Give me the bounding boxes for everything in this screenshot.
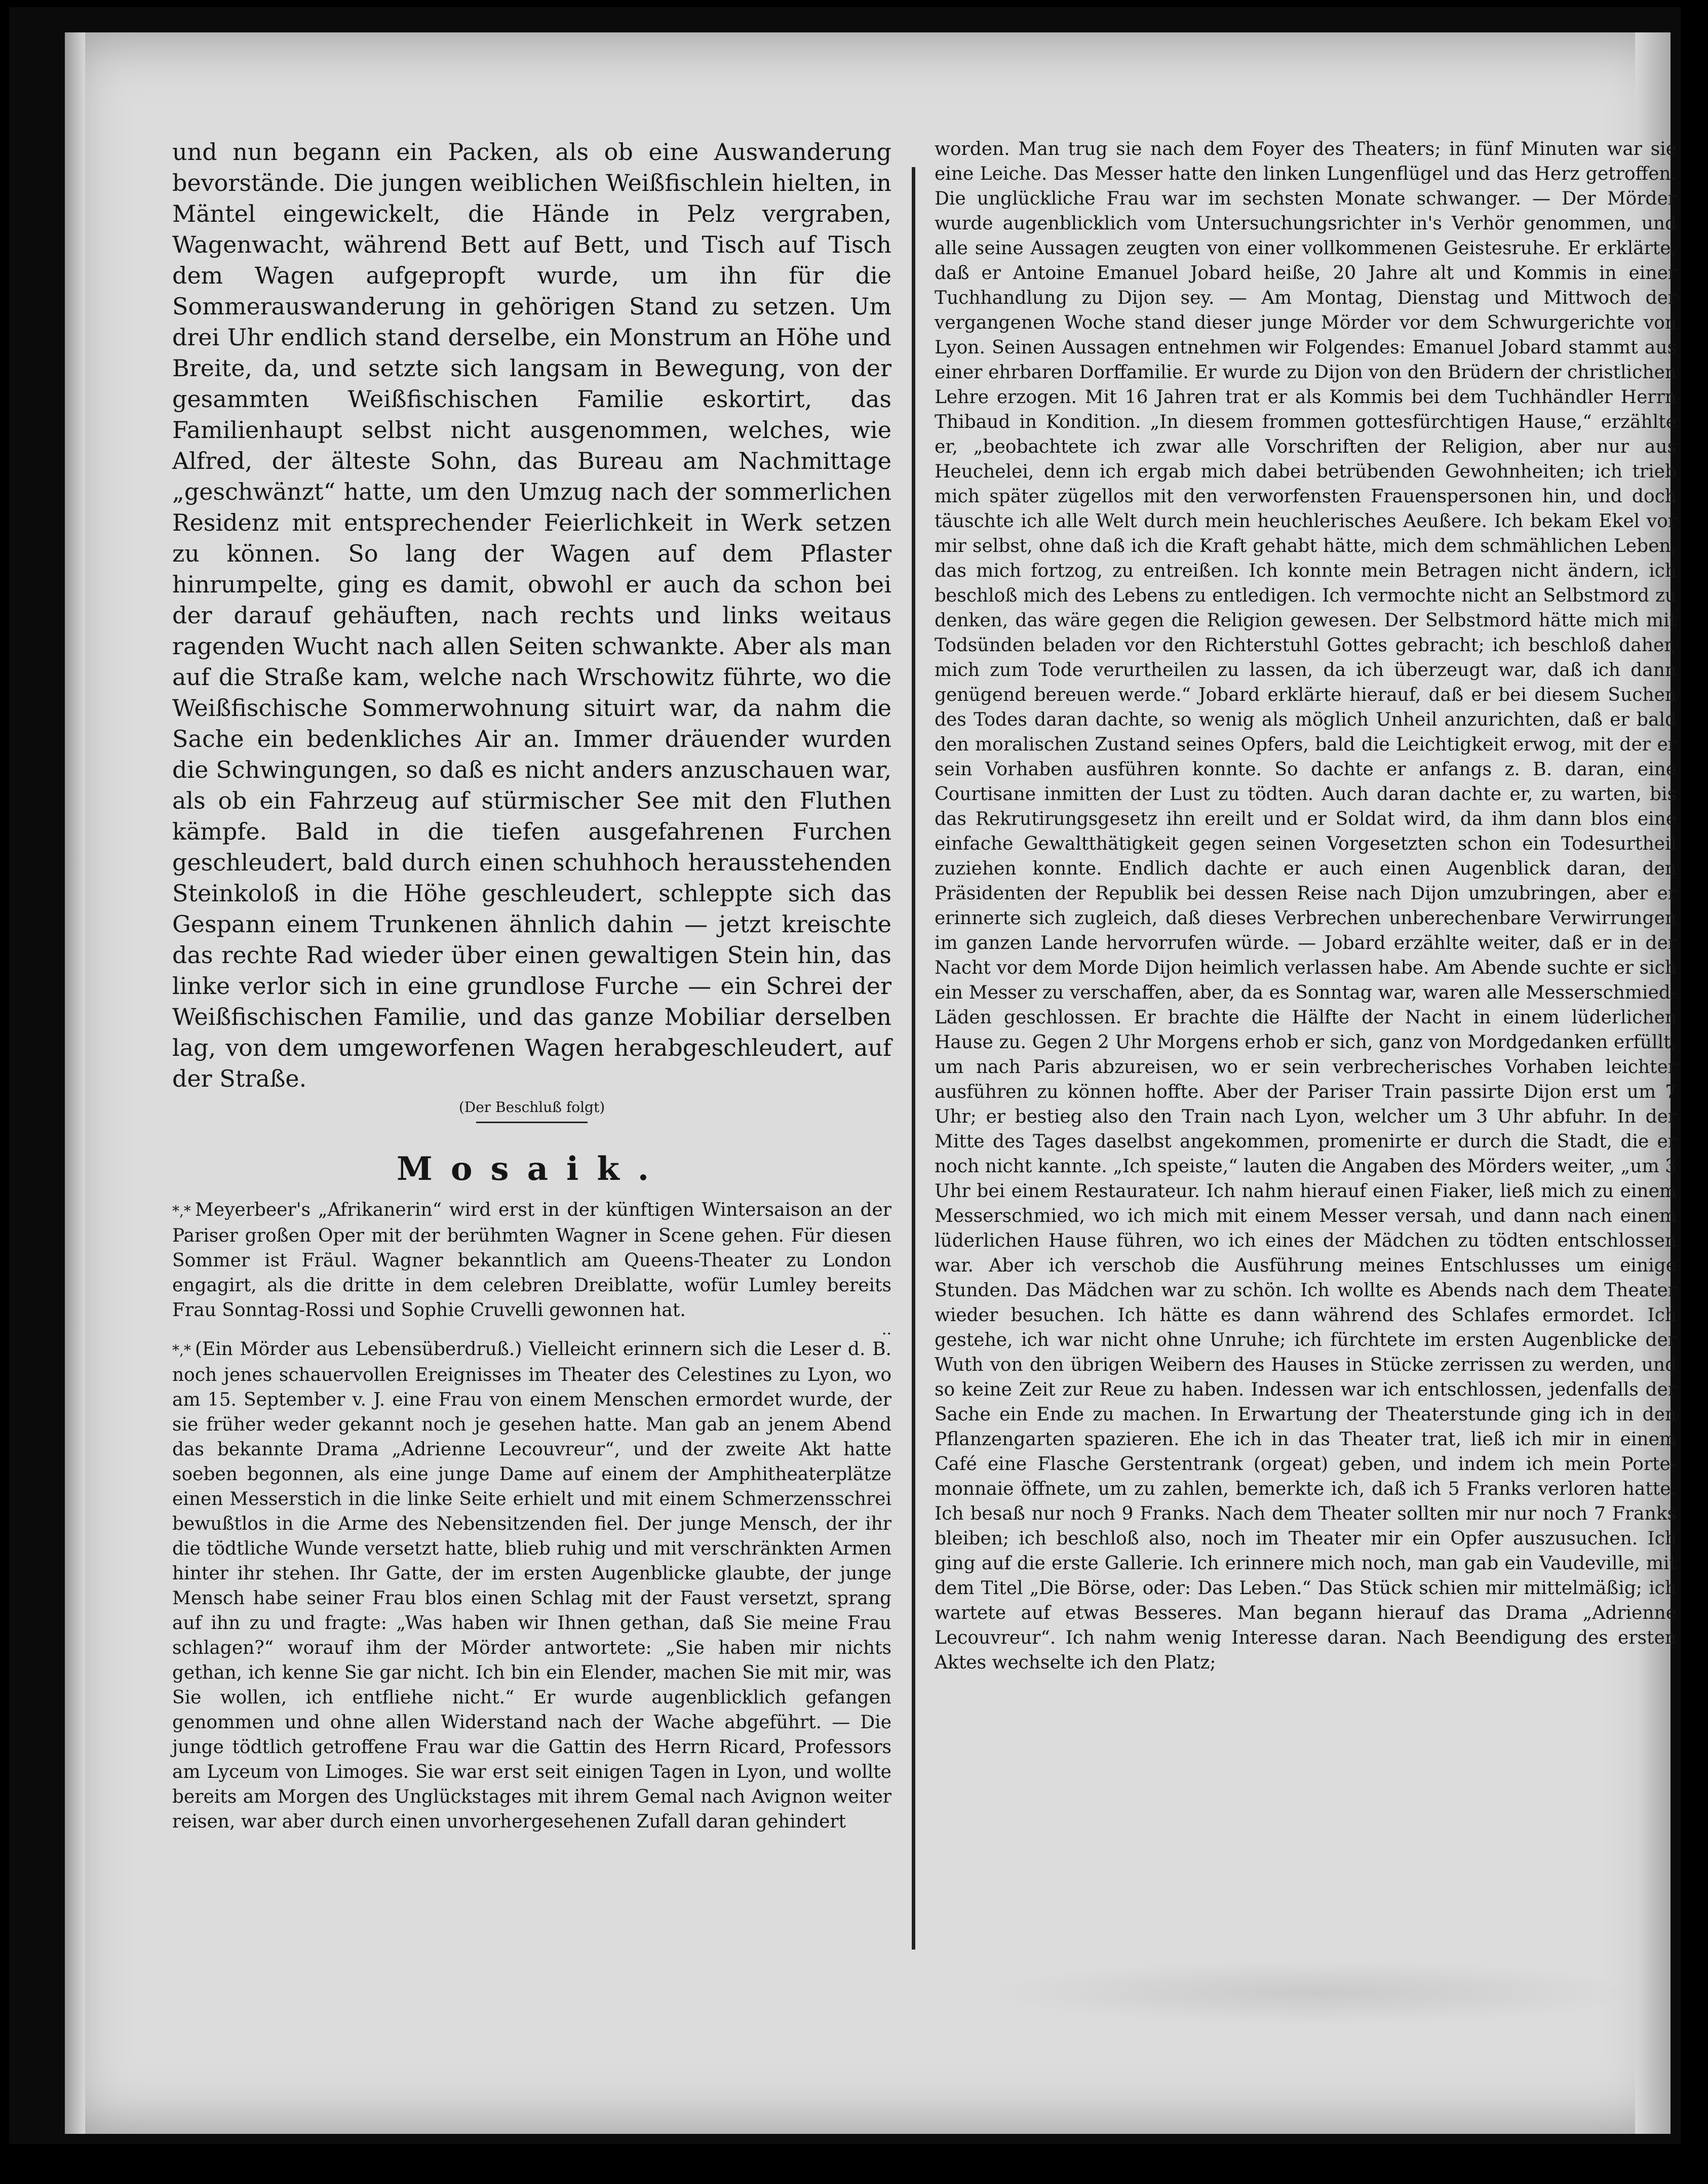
mosaik-item-moerder bbox=[172, 1337, 891, 1834]
story-continuation-text: und nun begann ein Packen, als ob eine Auswanderung bevorstände. Die jungen weiblichen Weißfischlein hielten, in Mäntel eingewickelt, die Hände in Pelz vergraben, Wagenwacht, während Bett auf Bett, und Tisch auf Tisch dem Wagen aufgepropft wurde, um ihn für die Sommerauswanderung in gehörigen Stand zu setzen. Um drei Uhr endlich stand derselbe, ein Monstrum an Höhe und Breite, da, und setzte sich langsam in Bewegung, von der gesammten Weißfischischen Familie eskortirt, das Familienhaupt selbst nicht ausgenommen, welches, wie Alfred, der älteste Sohn, das Bureau am Nachmittage „geschwänzt“ hatte, um den Umzug nach der sommerlichen Residenz mit entsprechender Feierlichkeit in Werk setzen zu können. So lang der Wagen auf dem Pflaster hinrumpelte, ging es damit, obwohl er auch da schon bei der darauf gehäuften, nach rechts und links weitaus ragenden Wucht nach allen Seiten schwankte. Aber als man auf die Straße kam, welche nach Wrschowitz führte, wo die Weißfischische Sommerwohnung situirt war, da nahm die Sache ein bedenkliches Air an. Immer dräuender wurden die Schwingungen, so daß es nicht anders anzuschauen war, als ob ein Fahrzeug auf stürmischer See mit den Fluthen kämpfe. Bald in die tiefen ausgefahrenen Furchen geschleudert, bald durch einen schuhhoch herausstehenden Steinkoloß in die Höhe geschleudert, schleppte sich das Gespann einem Trunkenen ähnlich dahin — jetzt kreischte das rechte Rad wieder über einen gewaltigen Stein hin, das linke verlor sich in eine grundlose Furche — ein Schrei der Weißfischischen Familie, und das ganze Mobiliar derselben lag, von dem umgeworfenen Wagen herabgeschleudert, auf der Straße. bbox=[172, 138, 891, 1092]
item-marker: *,* bbox=[172, 1342, 191, 1359]
right-column bbox=[935, 137, 1677, 1675]
continuation-note: (Der Beschluß folgt) bbox=[458, 1099, 605, 1116]
faded-print-residue bbox=[988, 1960, 1646, 2026]
mosaik-heading: Mosaik. bbox=[397, 1150, 667, 1188]
item-marker: *,* bbox=[172, 1203, 191, 1219]
mosaik-section bbox=[172, 1198, 891, 1834]
section-divider bbox=[476, 1122, 588, 1123]
mosaik-item-afrikanerin-text: Meyerbeer's „Afrikanerin“ wird erst in der künftigen Wintersaison an der Pariser großen Oper mit der berühmten Wagner in Scene gehen. Für diesen Sommer ist Fräul. Wagner bekanntlich am Queens-Theater zu London engagirt, als die dritte in dem celebren Dreiblatte, wofür Lumley bereits Frau Sonntag-Rossi und Sophie Cruvelli gewonnen hat. bbox=[172, 1200, 891, 1321]
right-column-text: worden. Man trug sie nach dem Foyer des Theaters; in fünf Minuten war sie eine Leiche. Das Messer hatte den linken Lungenflügel und das Herz getroffen. Die unglückliche Frau war im sechsten Monate schwanger. — Der Mörder wurde augenblicklich vom Untersuchungsrichter in's Verhör genommen, und alle seine Aussagen zeugten von einer vollkommenen Geistesruhe. Er erklärte, daß er Antoine Emanuel Jobard heiße, 20 Jahre alt und Kommis in einer Tuchhandlung zu Dijon sey. — Am Montag, Dienstag und Mittwoch der vergangenen Woche stand dieser junge Mörder vor dem Schwurgerichte von Lyon. Seinen Aussagen entnehmen wir Folgendes: Emanuel Jobard stammt aus einer ehrbaren Dorffamilie. Er wurde zu Dijon von den Brüdern der christlichen Lehre erzogen. Mit 16 Jahren trat er als Kommis bei dem Tuchhändler Herrn Thibaud in Kondition. „In diesem frommen gottesfürchtigen Hause,“ erzählte er, „beobachtete ich zwar alle Vorschriften der Religion, aber nur aus Heuchelei, denn ich ergab mich dabei betrübenden Gewohnheiten; ich trieb mich später zügellos mit den verworfensten Frauenspersonen hin, und doch täuschte ich alle Welt durch mein heuchlerisches Aeußere. Ich bekam Ekel vor mir selbst, ohne daß ich die Kraft gehabt hätte, mich dem schmählichen Leben, das mich fortzog, zu entreißen. Ich konnte mein Betragen nicht ändern, ich beschloß mich des Lebens zu entledigen. Ich vermochte nicht an Selbstmord zu denken, das wäre gegen die Religion gewesen. Der Selbstmord hätte mich mit Todsünden beladen vor den Richterstuhl Gottes gebracht; ich beschloß daher, mich zum Tode verurtheilen zu lassen, da ich überzeugt war, daß ich dann genügend bereuen werde.“ Jobard erklärte hierauf, daß er bei diesem Suchen des Todes daran dachte, so wenig als möglich Unheil anzurichten, daß er bald den moralischen Zustand seines Opfers, bald die Leichtigkeit erwog, mit der er sein Vorhaben ausführen konnte. So dachte er anfangs z. B. daran, eine Courtisane inmitten der Lust zu tödten. Auch daran dachte er, zu warten, bis das Rekrutirungsgesetz ihn ereilt und er Soldat wird, da ihm dann blos eine einfache Gewaltthätigkeit gegen seinen Vorgesetzten schon ein Todesurtheil zuziehen konnte. Endlich dachte er auch einen Augenblick daran, den Präsidenten der Republik bei dessen Reise nach Dijon umzubringen, aber er erinnerte sich zugleich, daß dieses Verbrechen unberechenbare Verwirrungen im ganzen Lande hervorrufen würde. — Jobard erzählte weiter, daß er in der Nacht vor dem Morde Dijon heimlich verlassen habe. Am Abende suchte er sich ein Messer zu verschaffen, aber, da es Sonntag war, waren alle Messerschmied-Läden geschlossen. Er brachte die Hälfte der Nacht in einem lüderlichen Hause zu. Gegen 2 Uhr Morgens erhob er sich, ganz von Mordgedanken erfüllt, um nach Paris abzureisen, wo er sein verbrecherisches Vorhaben leichter ausführen zu können hoffte. Aber der Pariser Train passirte Dijon erst um 7 Uhr; er bestieg also den Train nach Lyon, welcher um 3 Uhr abfuhr. In der Mitte des Tages daselbst angekommen, promenirte er durch die Stadt, die er noch nicht kannte. „Ich speiste,“ lauten die Angaben des Mörders weiter, „um 3 Uhr bei einem Restaurateur. Ich nahm hierauf einen Fiaker, ließ mich zu einem Messerschmied, wo ich mich mit einem Messer versah, und dann nach einem lüderlichen Hause führen, wo ich eines der Mädchen zu tödten entschlossen war. Aber ich verschob die Ausführung meines Entschlusses um einige Stunden. Das Mädchen war zu schön. Ich wollte es Abends nach dem Theater wieder besuchen. Ich hätte es dann während des Schlafes ermordet. Ich gestehe, ich war nicht ohne Unruhe; ich fürchtete im ersten Augenblicke der Wuth von den übrigen Weibern des Hauses in Stücke zerrissen zu werden, und so keine Zeit zur Reue zu haben. Indessen war ich entschlossen, jedenfalls der Sache ein Ende zu machen. In Erwartung der Theaterstunde ging ich in den Pflanzengarten spazieren. Ehe ich in das Theater trat, ließ ich mir in einem Café eine Flasche Gerstentrank (orgeat) geben, und indem ich mein Porte-monnaie öffnete, um zu zahlen, bemerkte ich, daß ich 5 Franks verloren hatte. Ich besaß nur noch 9 Franks. Nach dem Theater sollten mir nur noch 7 Franks bleiben; ich beschloß also, noch im Theater mir ein Opfer auszusuchen. Ich ging auf die erste Gallerie. Ich erinnere mich noch, man gab ein Vaudeville, mit dem Titel „Die Börse, oder: Das Leben.“ Das Stück schien mir mittelmäßig; ich wartete auf etwas Besseres. Man begann hierauf das Drama „Adrienne Lecouvreur“. Ich nahm wenig Interesse daran. Nach Beendigung des ersten Aktes wechselte ich den Platz; bbox=[935, 139, 1677, 1673]
column-divider bbox=[912, 167, 915, 1950]
mosaik-item-afrikanerin bbox=[172, 1198, 891, 1323]
left-column bbox=[172, 137, 891, 1834]
page-shadow-left bbox=[65, 32, 85, 2134]
mosaik-item-moerder-text: (Ein Mörder aus Lebensüberdruß.) Vielleicht erinnern sich die Leser d. B. noch jenes schauervollen Ereignisses im Theater des Celestines zu Lyon, wo am 15. September v. J. eine Frau von einem Menschen ermordet wurde, der sie früher weder gekannt noch je gesehen hatte. Man gab an jenem Abend das bekannte Drama „Adrienne Lecouvreur“, und der zweite Akt hatte soeben begonnen, als eine junge Dame auf einem der Amphitheaterplätze einen Messerstich in die linke Seite erhielt und mit einem Schmerzensschrei bewußtlos in die Arme des Nebensitzenden fiel. Der junge Mensch, der ihr die tödtliche Wunde versetzt hatte, blieb ruhig und mit verschränkten Armen hinter ihr stehen. Ihr Gatte, der im ersten Augenblicke glaubte, der junge Mensch habe seiner Frau blos einen Schlag mit der Faust versetzt, sprang auf ihn zu und fragte: „Was haben wir Ihnen gethan, daß Sie meine Frau schlagen?“ worauf ihm der Mörder antwortete: „Sie haben mir nichts gethan, ich kenne Sie gar nicht. Ich bin ein Elender, machen Sie mit mir, was Sie wollen, ich entfliehe nicht.“ Er wurde augenblicklich gefangen genommen und ohne allen Widerstand nach der Wache abgeführt. — Die junge tödtlich getroffene Frau war die Gattin des Herrn Ricard, Professors am Lyceum von Limoges. Sie war erst seit einigen Tagen in Lyon, und wollte bereits am Morgen des Unglückstages mit ihrem Gemal nach Avignon weiter reisen, war aber durch einen unvorhergesehenen Zufall daran gehindert bbox=[172, 1339, 891, 1832]
item-end-mark: .. bbox=[881, 1321, 891, 1338]
